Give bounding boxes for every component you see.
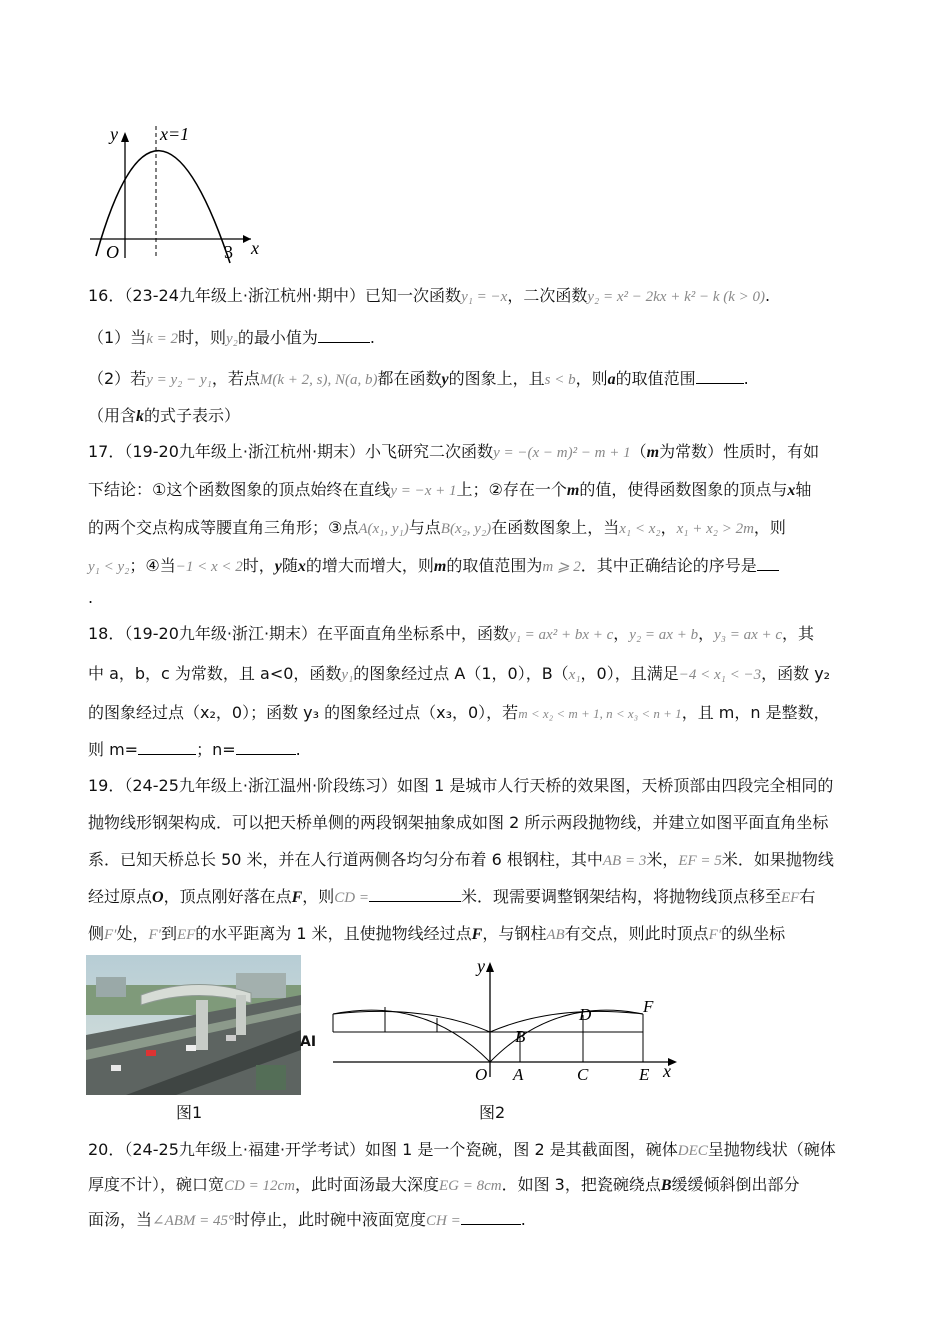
y-label: y	[477, 956, 485, 976]
three-label: 3	[224, 242, 233, 262]
answer-blank-cd[interactable]	[369, 887, 461, 902]
x-label: x	[663, 1061, 671, 1081]
answer-blank[interactable]	[696, 369, 744, 384]
q16-line-2: （1）当k = 2时，则y₂的最小值为 .	[88, 328, 375, 347]
q16-line-1: 16．（23-24九年级上·浙江杭州·期中）已知一次函数y₁ = −x，二次函数y₂ = x² − 2kx + k² − k (k > 0).	[88, 286, 771, 305]
q16-line-3: （2）若y = y₂ − y₁，若点M(k + 2, s), N(a, b)都在函数y的图象上，且s < b，则a的取值范围 .	[88, 369, 749, 388]
q19-line-5: 侧F′处，F′到EF的水平距离为 1 米，且使抛物线经过点F，与钢柱AB有交点，则此时顶点F′的纵坐标	[88, 924, 786, 943]
q17-line-4: y₁ < y₂；④当−1 < x < 2时，y随x的增大而增大，则m的取值范围为m ⩾ 2．其中正确结论的序号是	[88, 556, 862, 577]
q17-line-3: 的两个交点构成等腰直角三角形；③点A(x₁, y₁)与点B(x₂, y₂)在函数图象上，当x₁ < x₂，x₁ + x₂ > 2m，则	[88, 518, 786, 537]
bridge-photo	[86, 955, 301, 1095]
a-label: A	[513, 1065, 524, 1084]
q20-line-3: 面汤，当∠ABM = 45°时停止，此时碗中液面宽度CH = .	[88, 1210, 526, 1229]
q18-line-1: 18．（19-20九年级·浙江·期末）在平面直角坐标系中，函数y₁ = ax² + bx + c，y₂ = ax + b，y₃ = ax + c，其	[88, 624, 815, 643]
q18-line-2: 中 a，b，c 为常数，且 a<0，函数y₁的图象经过点 A（1，0），B（x₁，0），且满足−4 < x₁ < −3，函数 y₂	[88, 664, 831, 683]
q16-line-4: （用含k的式子表示）	[88, 406, 241, 425]
answer-blank-m[interactable]	[138, 740, 196, 755]
q17-line-1: 17．（19-20九年级上·浙江杭州·期末）小飞研究二次函数y = −(x − m)² − m + 1（m为常数）性质时，有如	[88, 442, 820, 461]
answer-blank-ch[interactable]	[461, 1210, 521, 1225]
q19-line-2: 抛物线形钢架构成．可以把天桥单侧的两段钢架抽象成如图 2 所示两段抛物线，并建立如图平面直角坐标	[88, 813, 829, 832]
c-label: C	[577, 1065, 589, 1084]
e-label: E	[639, 1065, 650, 1084]
f-label: F	[643, 997, 654, 1016]
o-label: O	[475, 1065, 488, 1084]
q20-line-2: 厚度不计），碗口宽CD = 12cm，此时面汤最大深度EG = 8cm．如图 3，把瓷碗绕点B缓缓倾斜倒出部分	[88, 1175, 800, 1194]
q19-line-4: 经过原点O，顶点刚好落在点F，则CD = 米．现需要调整钢架结构，将抛物线顶点移至EF右	[88, 887, 816, 906]
q20-line-1: 20．（24-25九年级上·福建·开学考试）如图 1 是一个瓷碗，图 2 是其截面图，碗体DEC呈抛物线状（碗体	[88, 1140, 836, 1159]
q17-line-2: 下结论：①这个函数图象的顶点始终在直线y = −x + 1上；②存在一个m的值，使得函数图象的顶点与x轴	[88, 480, 812, 499]
origin-label: O	[106, 242, 119, 262]
b-label: B	[515, 1027, 526, 1046]
fig2-caption: 图2	[479, 1103, 506, 1122]
q17-line-5: .	[88, 588, 94, 607]
x-label: x	[251, 238, 259, 258]
q19-line-1: 19．（24-25九年级上·浙江温州·阶段练习）如图 1 是城市人行天桥的效果图，天桥顶部由四段完全相同的	[88, 776, 834, 795]
parabola-graph-1	[86, 118, 276, 268]
answer-blank-n[interactable]	[236, 740, 296, 755]
fig1-caption: 图1	[176, 1103, 203, 1122]
q18-line-4: 则 m= ；n= .	[88, 740, 301, 759]
y-label: y	[110, 124, 118, 144]
q19-line-3: 系．已知天桥总长 50 米，并在人行道两侧各均匀分布着 6 根钢柱，其中AB = 3米，EF = 5米．如果抛物线	[88, 850, 834, 869]
d-label: D	[579, 1005, 592, 1024]
bridge-coordinate-diagram	[325, 952, 690, 1087]
answer-blank[interactable]	[757, 556, 779, 571]
q18-line-3: 的图象经过点（x₂，0）；函数 y₃ 的图象经过点（x₃，0），若m < x₂ < m + 1, n < x₃ < n + 1，且 m，n 是整数，	[88, 703, 830, 722]
answer-blank[interactable]	[318, 328, 370, 343]
axis-label: x=1	[160, 124, 190, 144]
ai-label: AI	[300, 1034, 317, 1050]
